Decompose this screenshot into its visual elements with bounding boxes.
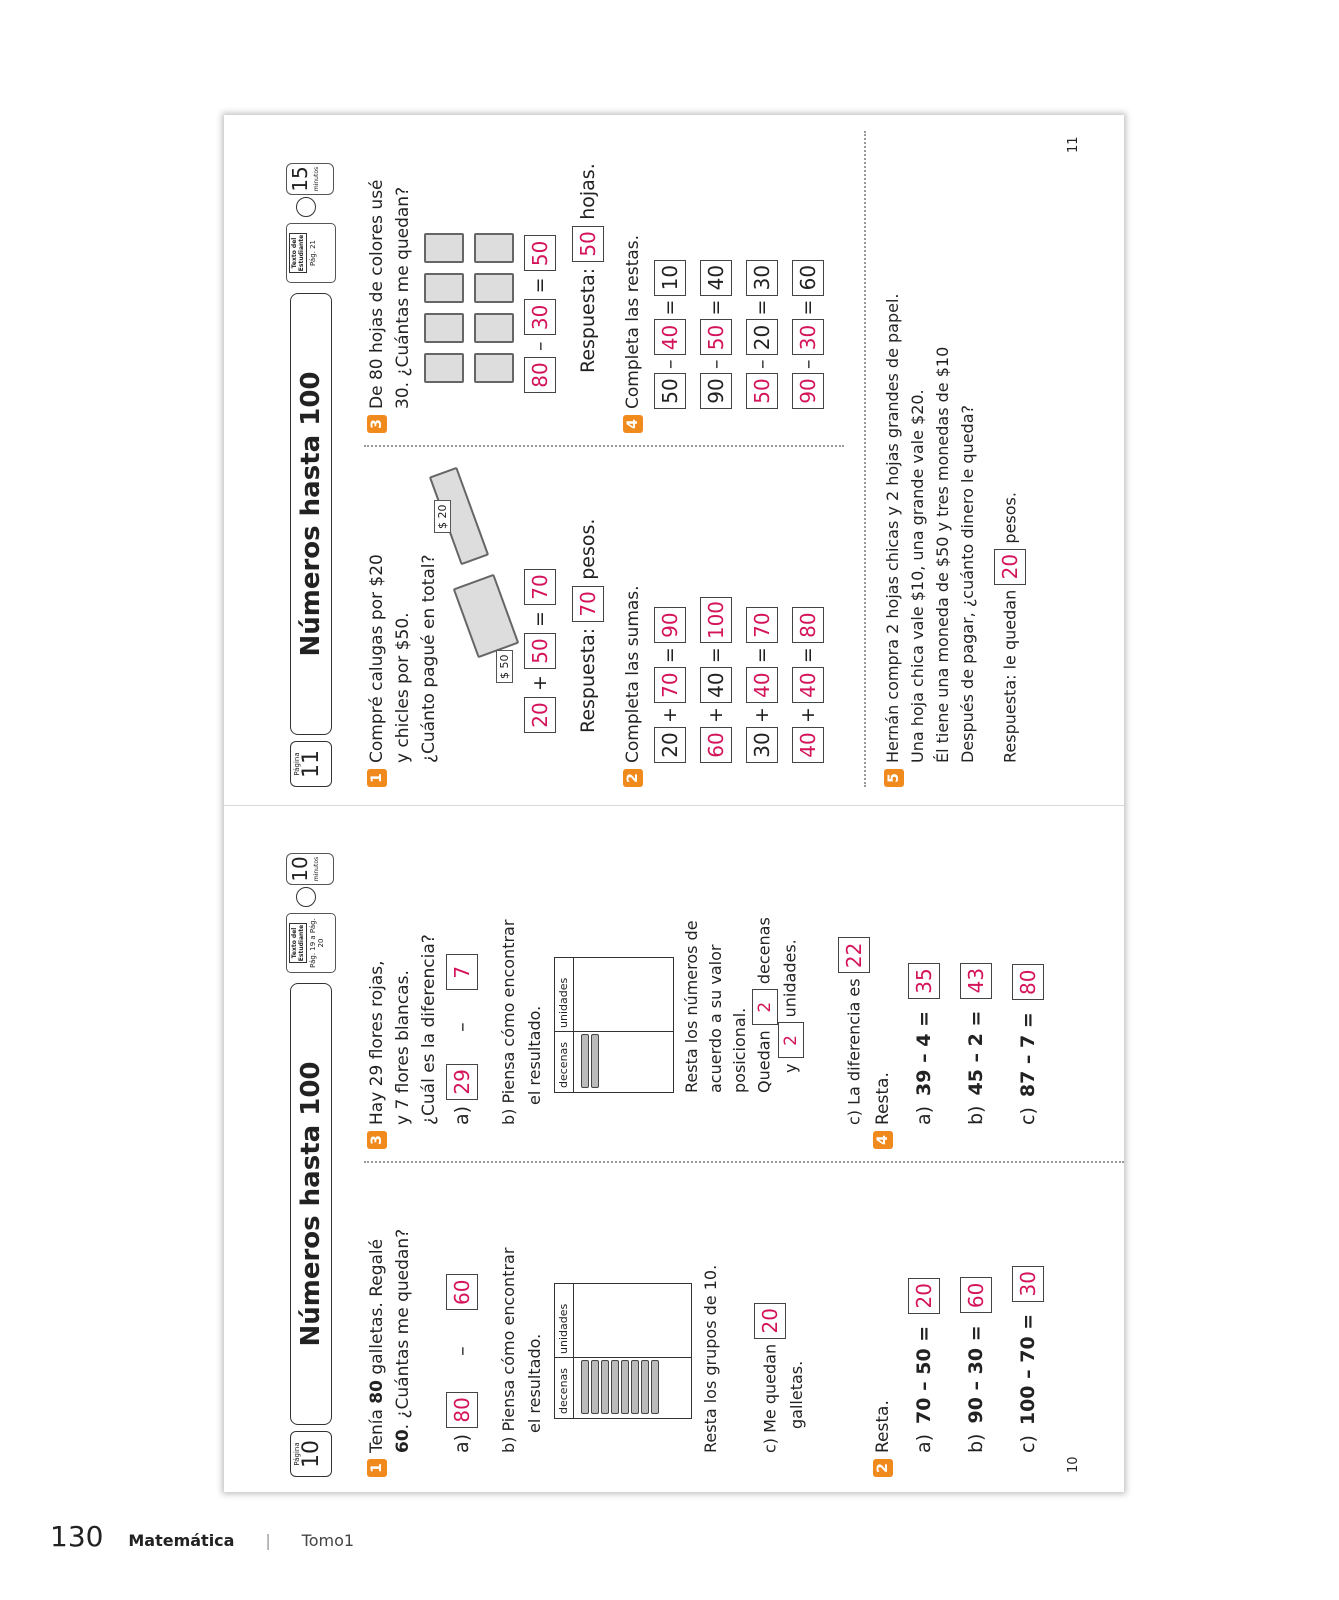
operator: =: [797, 647, 819, 664]
answer-box: 40: [654, 320, 686, 356]
book-page-number: 130: [50, 1520, 104, 1553]
question-3: [364, 133, 416, 433]
item-label: a): [451, 1105, 473, 1125]
expression: 70 – 50 =: [913, 1325, 935, 1424]
operator: +: [659, 707, 681, 723]
question-badge: 2: [623, 769, 643, 787]
expression: 87 – 7 =: [1017, 1012, 1039, 1098]
page-header: [286, 131, 338, 787]
q3-explain-line: y: [780, 1063, 800, 1073]
answer-box: 29: [446, 1064, 478, 1100]
divider: [364, 1161, 1124, 1163]
divider: [364, 445, 844, 447]
q3-explain-line: Resta los números de: [682, 920, 701, 1093]
q1b-line: el resultado.: [525, 1333, 544, 1433]
timer-minutes: 10: [288, 856, 312, 882]
answer-box: 20: [994, 549, 1026, 585]
question-badge: 3: [367, 1131, 387, 1149]
answer-box: 40: [700, 667, 732, 703]
expression-row: [908, 963, 940, 1125]
operator: =: [659, 647, 681, 664]
answer-box: 60: [792, 260, 824, 296]
answer-box: 100: [700, 597, 732, 643]
q3-answer: [572, 163, 604, 373]
page-title: Números hasta 100: [290, 983, 332, 1425]
answer-box: 43: [960, 963, 992, 999]
q3-text: Hay 29 flores rojas,: [367, 960, 387, 1125]
ten-bars: [579, 1034, 601, 1088]
question-4: [870, 1072, 896, 1149]
question-2: [870, 1400, 896, 1477]
answer-box: 35: [908, 963, 940, 999]
answer-box: 80: [446, 1392, 478, 1428]
answer-box: 80: [792, 607, 824, 643]
page-11: [224, 115, 1124, 803]
answer-box: 20: [524, 697, 556, 733]
q1-equation: [524, 569, 556, 733]
q3-text: De 80 hojas de colores usé: [367, 179, 387, 409]
q3-explain-line: Quedan: [754, 1030, 774, 1093]
q4-title: Completa las restas.: [623, 235, 643, 409]
separator: |: [265, 1531, 271, 1550]
operator: –: [797, 359, 819, 369]
timer-unit: minutos: [313, 166, 320, 192]
equation-row: [792, 607, 824, 763]
page-header: [286, 821, 338, 1477]
answer-box: 30: [792, 320, 824, 356]
q5-text: Una hoja chica vale $10, una grande vale $20.: [908, 389, 927, 763]
operator: –: [705, 359, 727, 369]
question-badge: 4: [873, 1131, 893, 1149]
answer-box: 70: [524, 569, 556, 605]
page-number-box: [290, 1431, 332, 1477]
q1-text: ¿Cuánto pagué en total?: [419, 554, 439, 763]
q3c-text: c) La diferencia es: [844, 978, 864, 1125]
question-1: [364, 457, 442, 787]
timer: [286, 851, 334, 907]
page-title: Números hasta 100: [290, 293, 332, 735]
operator: =: [529, 611, 551, 627]
q3b-line: el resultado.: [525, 1005, 544, 1105]
q1-text: . ¿Cuántas me quedan?: [393, 1228, 413, 1430]
question-5: [880, 127, 980, 787]
column-header: decenas: [557, 1041, 570, 1088]
answer-box: 90: [792, 373, 824, 409]
answer-unit: pesos.: [577, 518, 599, 580]
operator: +: [529, 675, 551, 691]
q5-text: Después de pagar, ¿cuánto dinero le queda?: [958, 405, 977, 763]
answer-box: 70: [572, 586, 604, 622]
answer-label: Respuesta: le quedan: [1000, 589, 1020, 763]
q3b-text: [496, 920, 548, 1125]
operator: =: [529, 277, 551, 294]
expression: 100 – 70 =: [1017, 1313, 1039, 1426]
q3b-line: b) Piensa cómo encontrar: [499, 919, 518, 1125]
equation-row: [746, 260, 778, 409]
question-badge: 1: [367, 769, 387, 787]
student-text-page: Pág. 19 a Pág. 20: [309, 918, 325, 968]
answer-box: 90: [700, 373, 732, 409]
page-number: 10: [299, 1440, 324, 1468]
price-tag: $ 20: [434, 501, 451, 534]
column-header: unidades: [557, 1303, 570, 1354]
page-label: Página: [293, 752, 301, 776]
place-value-table: [554, 1283, 692, 1419]
question-badge: 2: [873, 1459, 893, 1477]
answer-unit: hojas.: [577, 163, 599, 220]
booklet-sheet: [224, 115, 1124, 1492]
operator: +: [705, 707, 727, 723]
question-badge: 5: [884, 769, 904, 787]
answer-box: 30: [746, 260, 778, 296]
q5-answer: [994, 492, 1026, 763]
operator: =: [659, 299, 681, 316]
q3-explanation: [680, 917, 804, 1093]
expression-row: [1012, 964, 1044, 1125]
operator: =: [705, 299, 727, 316]
timer-unit: minutos: [313, 856, 320, 882]
subject: Matemática: [128, 1531, 235, 1550]
expression-row: [960, 963, 992, 1125]
expression: 90 – 30 =: [965, 1325, 987, 1424]
operator: –: [451, 1346, 473, 1356]
operator: –: [751, 359, 773, 369]
q1-text: y chicles por $50.: [393, 612, 413, 763]
operator: –: [451, 1022, 473, 1032]
item-label: c): [1017, 1435, 1039, 1453]
operator: =: [751, 299, 773, 316]
answer-box: 50: [746, 373, 778, 409]
q3-text: 30. ¿Cuántas me quedan?: [393, 186, 413, 409]
question-badge: 1: [367, 1459, 387, 1477]
answer-box: 40: [746, 667, 778, 703]
answer-box: 20: [908, 1278, 940, 1314]
operator: +: [797, 707, 819, 723]
answer-box: 70: [654, 667, 686, 703]
operator: =: [751, 647, 773, 664]
student-text-ref: [286, 913, 336, 973]
answer-box: 50: [524, 633, 556, 669]
expression-row: [908, 1278, 940, 1453]
operator: –: [529, 341, 551, 351]
page-10: [224, 805, 1124, 1492]
q1-number: 80: [367, 1380, 387, 1404]
answer-box: 20: [754, 1303, 786, 1339]
equation-row: [700, 260, 732, 409]
ten-bars: [579, 1360, 661, 1414]
item-label: a): [913, 1105, 935, 1125]
q1-text: galletas. Regalé: [367, 1238, 387, 1381]
alarm-clock-icon: [296, 887, 316, 907]
expression: 45 – 2 =: [965, 1010, 987, 1096]
student-text-ref: [286, 223, 336, 283]
q1-text: Compré calugas por $20: [367, 554, 387, 763]
expression-row: [1012, 1266, 1044, 1453]
candy-box-image: [453, 574, 520, 659]
equation-row: [654, 260, 686, 409]
answer-box: 2: [778, 1022, 804, 1058]
q3-explain-line: unidades.: [780, 939, 800, 1018]
q5-text: Él tiene una moneda de $50 y tres monedas de $10: [933, 346, 952, 763]
answer-box: 50: [572, 226, 604, 262]
answer-box: 50: [654, 373, 686, 409]
q1-answer: [572, 519, 604, 733]
q1b-line: b) Piensa cómo encontrar: [499, 1247, 518, 1453]
timer: [286, 161, 334, 217]
equation-row: [792, 260, 824, 409]
answer-box: 50: [524, 235, 556, 271]
q4-title: Resta.: [873, 1072, 893, 1125]
q1a-equation: [446, 1274, 478, 1453]
item-label: b): [965, 1433, 987, 1453]
answer-box: 10: [654, 260, 686, 296]
question-2: [620, 585, 646, 787]
student-text-page: Pág. 21: [309, 240, 317, 266]
q2-title: Completa las sumas.: [623, 585, 643, 763]
column-header: decenas: [557, 1367, 570, 1414]
answer-label: Respuesta:: [577, 267, 599, 373]
answer-box: 20: [746, 320, 778, 356]
item-label: a): [451, 1433, 473, 1453]
q3-text: y 7 flores blancas.: [393, 970, 413, 1125]
question-1: [364, 1177, 416, 1477]
price-tag: $ 50: [496, 651, 513, 684]
question-badge: 4: [623, 415, 643, 433]
page-footer: [50, 1520, 354, 1553]
answer-box: 7: [446, 954, 478, 990]
volume: Tomo1: [301, 1531, 355, 1550]
answer-box: 30: [746, 727, 778, 763]
q1-instruction: Resta los grupos de 10.: [701, 1264, 720, 1453]
answer-box: 30: [1012, 1266, 1044, 1302]
q3-explain-line: posicional.: [730, 1007, 749, 1093]
equation-row: [654, 607, 686, 763]
item-label: c): [1017, 1107, 1039, 1125]
column-header: unidades: [557, 977, 570, 1028]
answer-box: 60: [960, 1277, 992, 1313]
answer-box: 90: [654, 607, 686, 643]
page-label: Página: [293, 1442, 301, 1466]
item-label: b): [965, 1105, 987, 1125]
answer-box: 60: [700, 727, 732, 763]
operator: =: [705, 647, 727, 664]
q1c-text: galletas.: [787, 1360, 806, 1429]
q1c: [754, 1303, 806, 1453]
q3-text: ¿Cuál es la diferencia?: [419, 934, 439, 1125]
answer-box: 80: [1012, 964, 1044, 1000]
q3-explain-line: acuerdo a su valor: [706, 944, 725, 1093]
item-label: a): [913, 1433, 935, 1453]
alarm-clock-icon: [296, 197, 316, 217]
place-value-table: [554, 957, 674, 1093]
corner-page-number: 10: [1066, 1456, 1081, 1473]
page-number: 11: [299, 750, 324, 778]
q3a-equation: [446, 954, 478, 1125]
divider: [864, 131, 866, 787]
q1-number: 60: [393, 1429, 413, 1453]
answer-box: 40: [792, 667, 824, 703]
q3c: [838, 937, 870, 1125]
corner-page-number: 11: [1066, 136, 1081, 153]
equation-row: [746, 607, 778, 763]
operator: =: [797, 299, 819, 316]
question-4: [620, 235, 646, 433]
q5-text: Hernán compra 2 hojas chicas y 2 hojas grandes de papel.: [883, 293, 902, 763]
equation-row: [700, 597, 732, 763]
answer-box: 20: [654, 727, 686, 763]
q3-equation: [524, 235, 556, 393]
expression: 39 – 4 =: [913, 1011, 935, 1096]
operator: +: [751, 707, 773, 723]
operator: –: [659, 359, 681, 369]
q2-title: Resta.: [873, 1400, 893, 1453]
question-badge: 3: [367, 415, 387, 433]
q1b-text: [496, 1248, 548, 1453]
q3-explain-line: decenas: [754, 917, 774, 985]
answer-box: 40: [792, 727, 824, 763]
answer-box: 2: [752, 989, 778, 1025]
answer-box: 30: [524, 299, 556, 335]
answer-box: 50: [700, 320, 732, 356]
answer-box: 70: [746, 607, 778, 643]
expression-row: [960, 1277, 992, 1453]
q1c-text: c) Me quedan: [760, 1343, 780, 1453]
answer-box: 60: [446, 1274, 478, 1310]
answer-box: 22: [838, 937, 870, 973]
answer-box: 80: [524, 357, 556, 393]
timer-minutes: 15: [288, 166, 312, 192]
q1-text: Tenía: [367, 1403, 387, 1453]
book-icon: Texto del Estudiante: [291, 234, 305, 272]
answer-label: Respuesta:: [577, 627, 599, 733]
question-3: [364, 849, 442, 1149]
page-number-box: [290, 741, 332, 787]
answer-unit: pesos.: [1000, 492, 1020, 544]
book-icon: Texto del Estudiante: [291, 924, 305, 962]
answer-box: 40: [700, 260, 732, 296]
